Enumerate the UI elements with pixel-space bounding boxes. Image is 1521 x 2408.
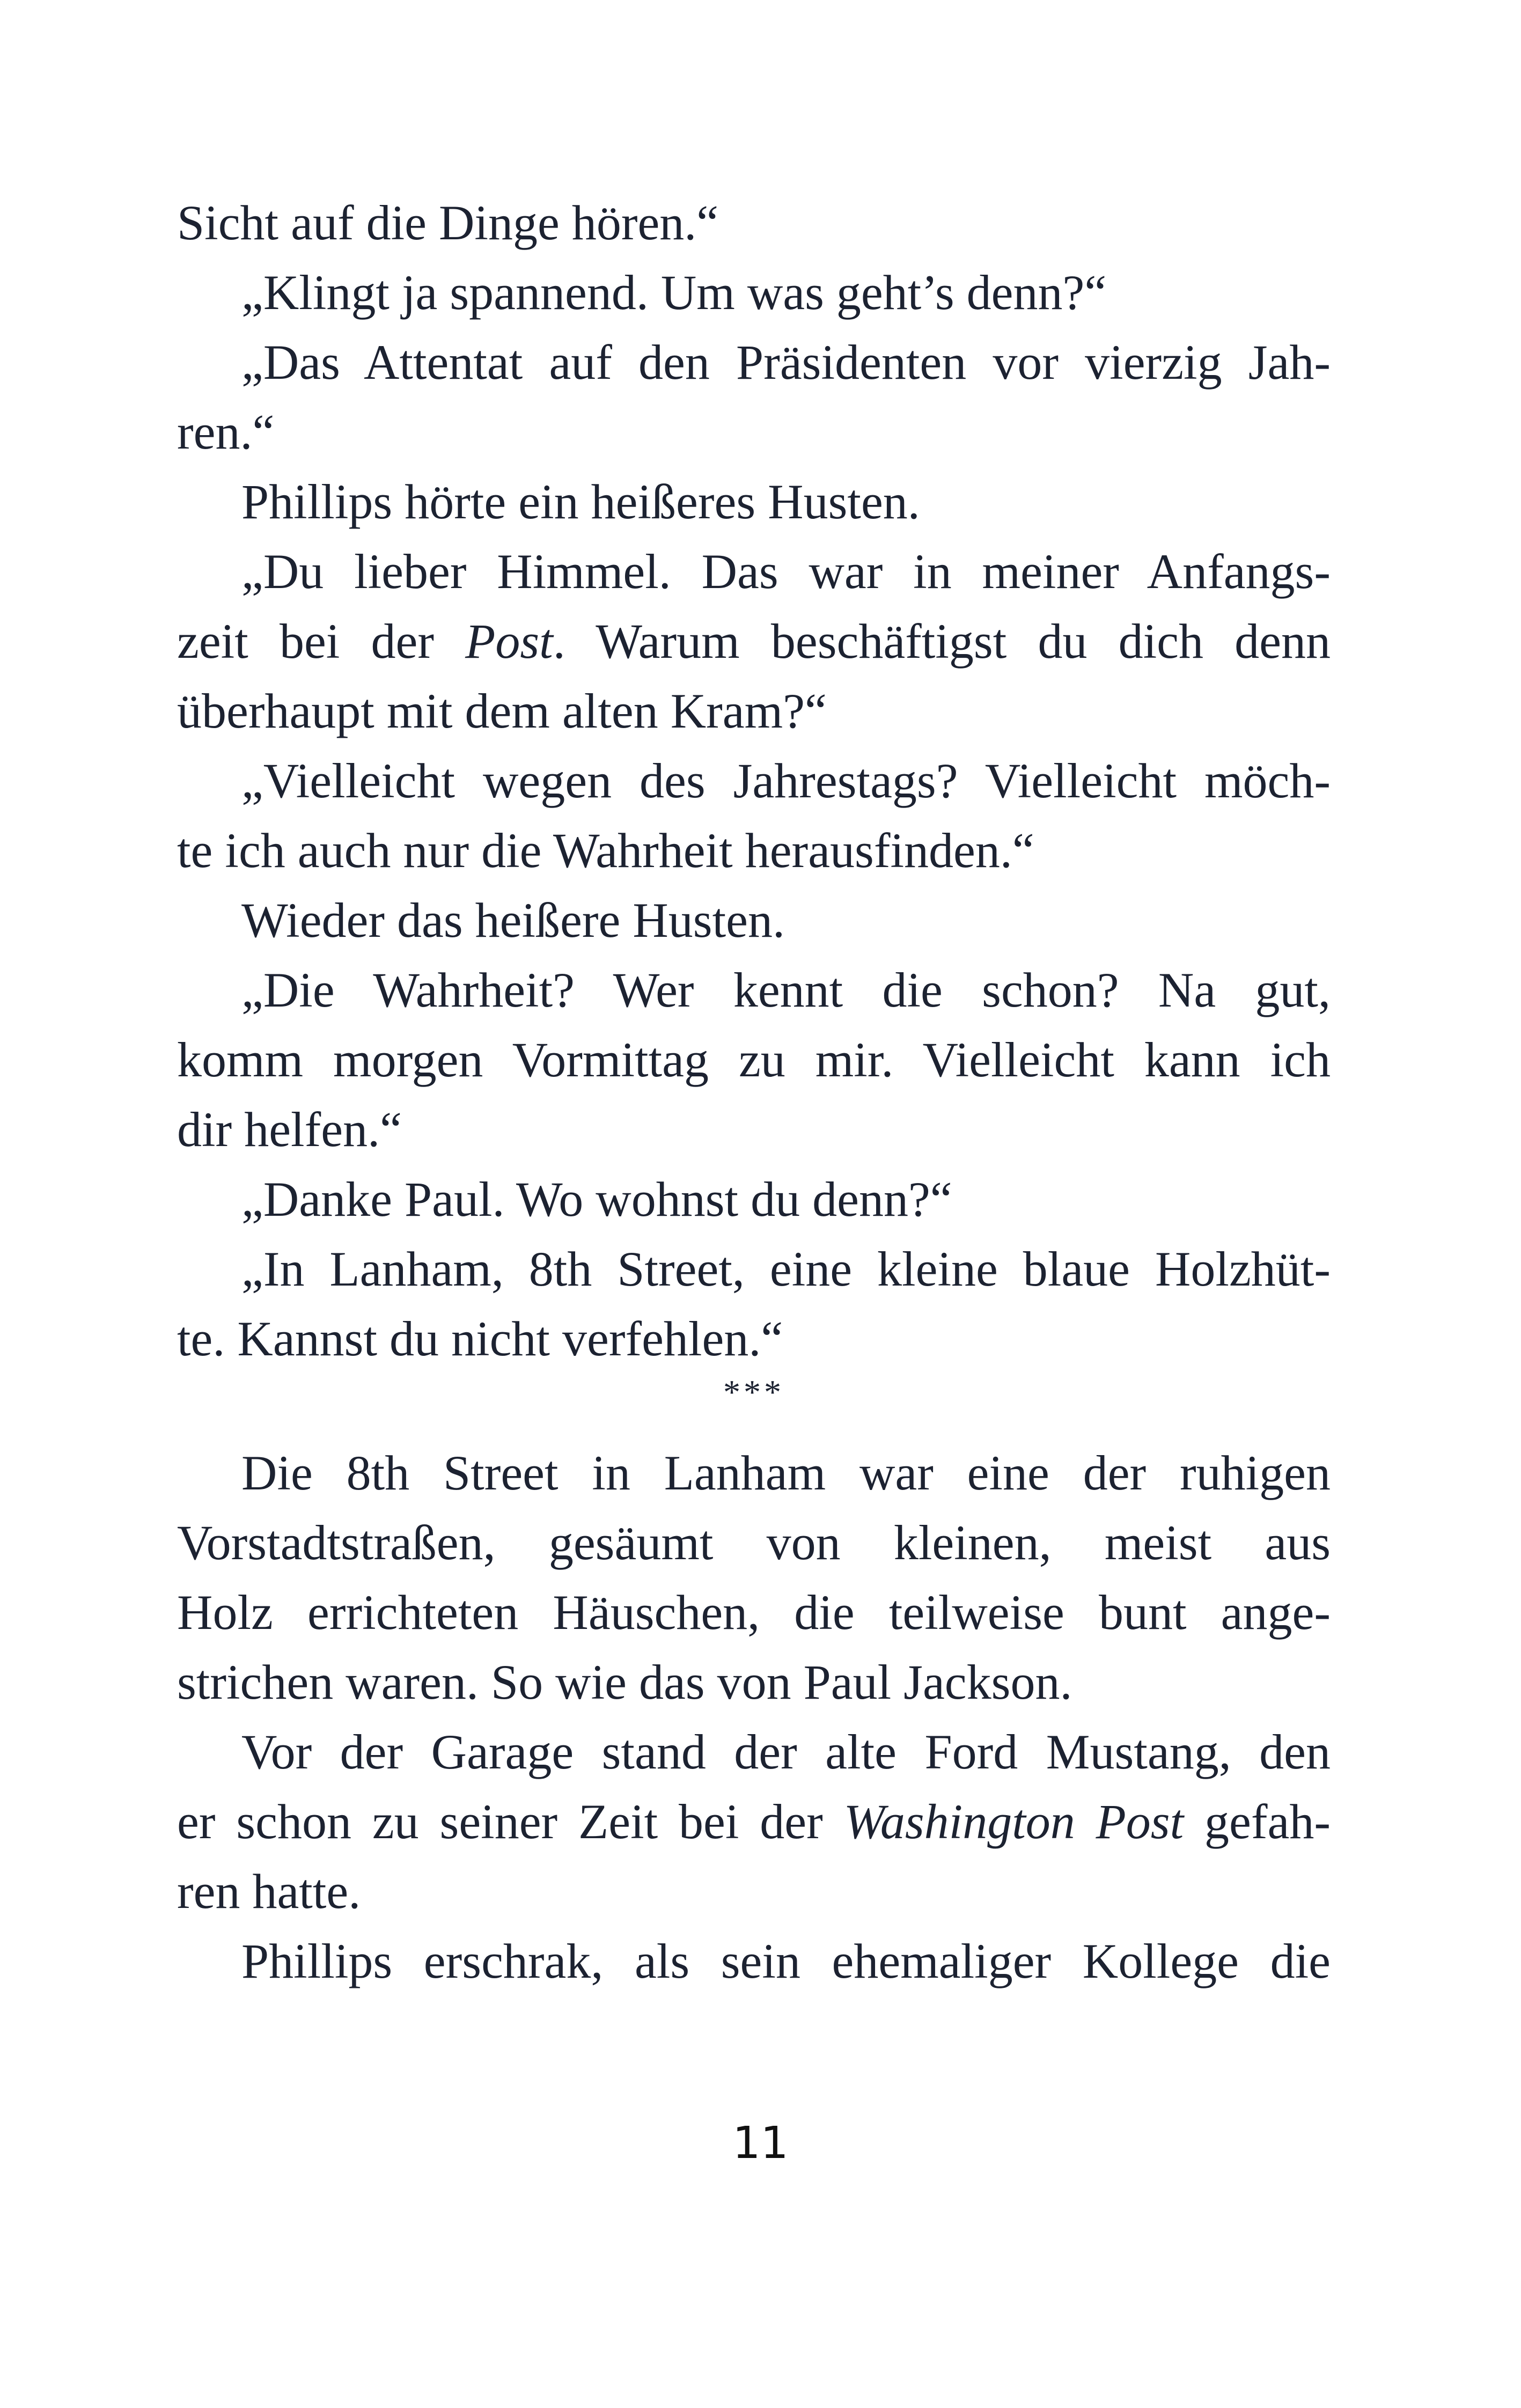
text-line: ren hatte. xyxy=(177,1864,361,1919)
text-line: Vor der Garage stand der alte Ford Mustang, den xyxy=(241,1724,1331,1779)
text-line: „In Lanham, 8th Street, eine kleine blaue Holzhüt- xyxy=(241,1242,1331,1296)
section-separator: *** xyxy=(723,1373,784,1411)
text-line: te. Kannst du nicht verfehlen.“ xyxy=(177,1311,783,1366)
text-line: „Vielleicht wegen des Jahrestags? Vielleicht möch- xyxy=(241,753,1331,808)
text-line: Die 8th Street in Lanham war eine der ruhigen xyxy=(241,1445,1331,1500)
text-segment: zeit bei der xyxy=(177,614,466,669)
text-line: komm morgen Vormittag zu mir. Vielleicht kann ich xyxy=(177,1032,1331,1087)
text-line: „Das Attentat auf den Präsidenten vor vierzig Jah- xyxy=(241,335,1331,390)
text-segment: er schon zu seiner Zeit bei der xyxy=(177,1794,844,1849)
text-line: Vorstadtstraßen, gesäumt von kleinen, meist aus xyxy=(177,1515,1331,1570)
text-line: „Du lieber Himmel. Das war in meiner Anfangs- xyxy=(241,544,1331,599)
text-line: „Danke Paul. Wo wohnst du denn?“ xyxy=(241,1172,952,1227)
text-line: Sicht auf die Dinge hören.“ xyxy=(177,195,719,250)
italic-title: Washington Post xyxy=(843,1794,1184,1849)
text-line: „Die Wahrheit? Wer kennt die schon? Na gut, xyxy=(241,963,1331,1017)
text-line: te ich auch nur die Wahrheit herausfinden.“ xyxy=(177,823,1034,878)
text-line: Wieder das heißere Husten. xyxy=(241,893,785,948)
text-line: überhaupt mit dem alten Kram?“ xyxy=(177,684,827,738)
italic-title: Post xyxy=(465,614,553,669)
page-number: 11 xyxy=(732,2118,789,2169)
text-line: ren.“ xyxy=(177,405,275,459)
text-line: Holz errichteten Häuschen, die teilweise bunt ange- xyxy=(177,1585,1331,1640)
text-line: „Klingt ja spannend. Um was geht’s denn?“ xyxy=(241,265,1107,320)
text-line: Phillips hörte ein heißeres Husten. xyxy=(241,474,920,529)
text-line xyxy=(177,1787,1331,1856)
text-line: Phillips erschrak, als sein ehemaliger Kollege die xyxy=(241,1934,1331,1988)
text-segment: gefah- xyxy=(1184,1794,1331,1849)
text-segment: . Warum beschäftigst du dich denn xyxy=(553,614,1331,669)
text-line: strichen waren. So wie das von Paul Jackson. xyxy=(177,1655,1072,1709)
text-line xyxy=(177,606,1331,676)
text-line: dir helfen.“ xyxy=(177,1102,402,1157)
